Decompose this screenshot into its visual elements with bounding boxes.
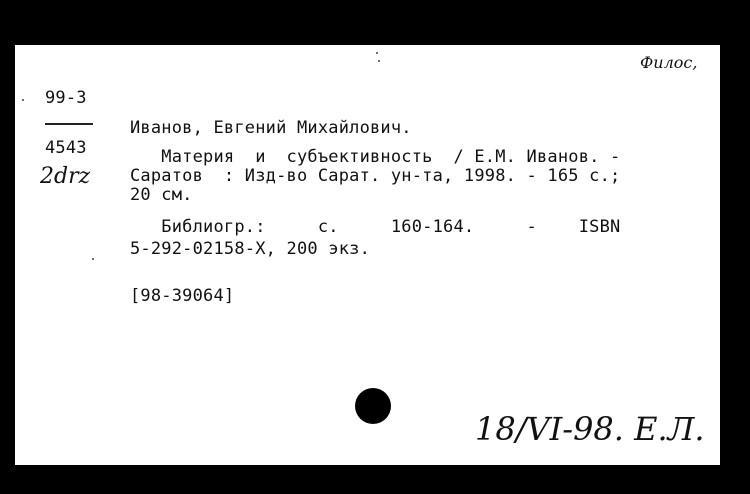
title-line-3: 20 см. [130, 185, 193, 205]
shelf-mark: 99-3 [45, 88, 87, 108]
speck [92, 258, 94, 260]
notes-line-1: Библиогр.: с. 160-164. - ISBN [130, 217, 621, 237]
divider-line [45, 123, 93, 125]
punch-hole [355, 388, 391, 424]
notes-line-2: 5-292-02158-X, 200 экз. [130, 239, 371, 259]
record-number: [98-39064] [130, 286, 235, 306]
title-line-2: Саратов : Изд-во Сарат. ун-та, 1998. - 165 с.; [130, 166, 621, 186]
author-heading: Иванов, Евгений Михайлович. [130, 118, 412, 138]
title-line-1: Материя и субъективность / Е.М. Иванов. - [130, 147, 621, 167]
speck [376, 52, 378, 54]
handwritten-code: 2drz [40, 164, 91, 189]
speck [22, 99, 24, 101]
handwritten-date-signature: 18/VI-98. Е.Л. [475, 410, 705, 448]
handwritten-subject-note: Филос, [640, 53, 698, 72]
inventory-number: 4543 [45, 138, 87, 158]
speck [378, 60, 380, 62]
